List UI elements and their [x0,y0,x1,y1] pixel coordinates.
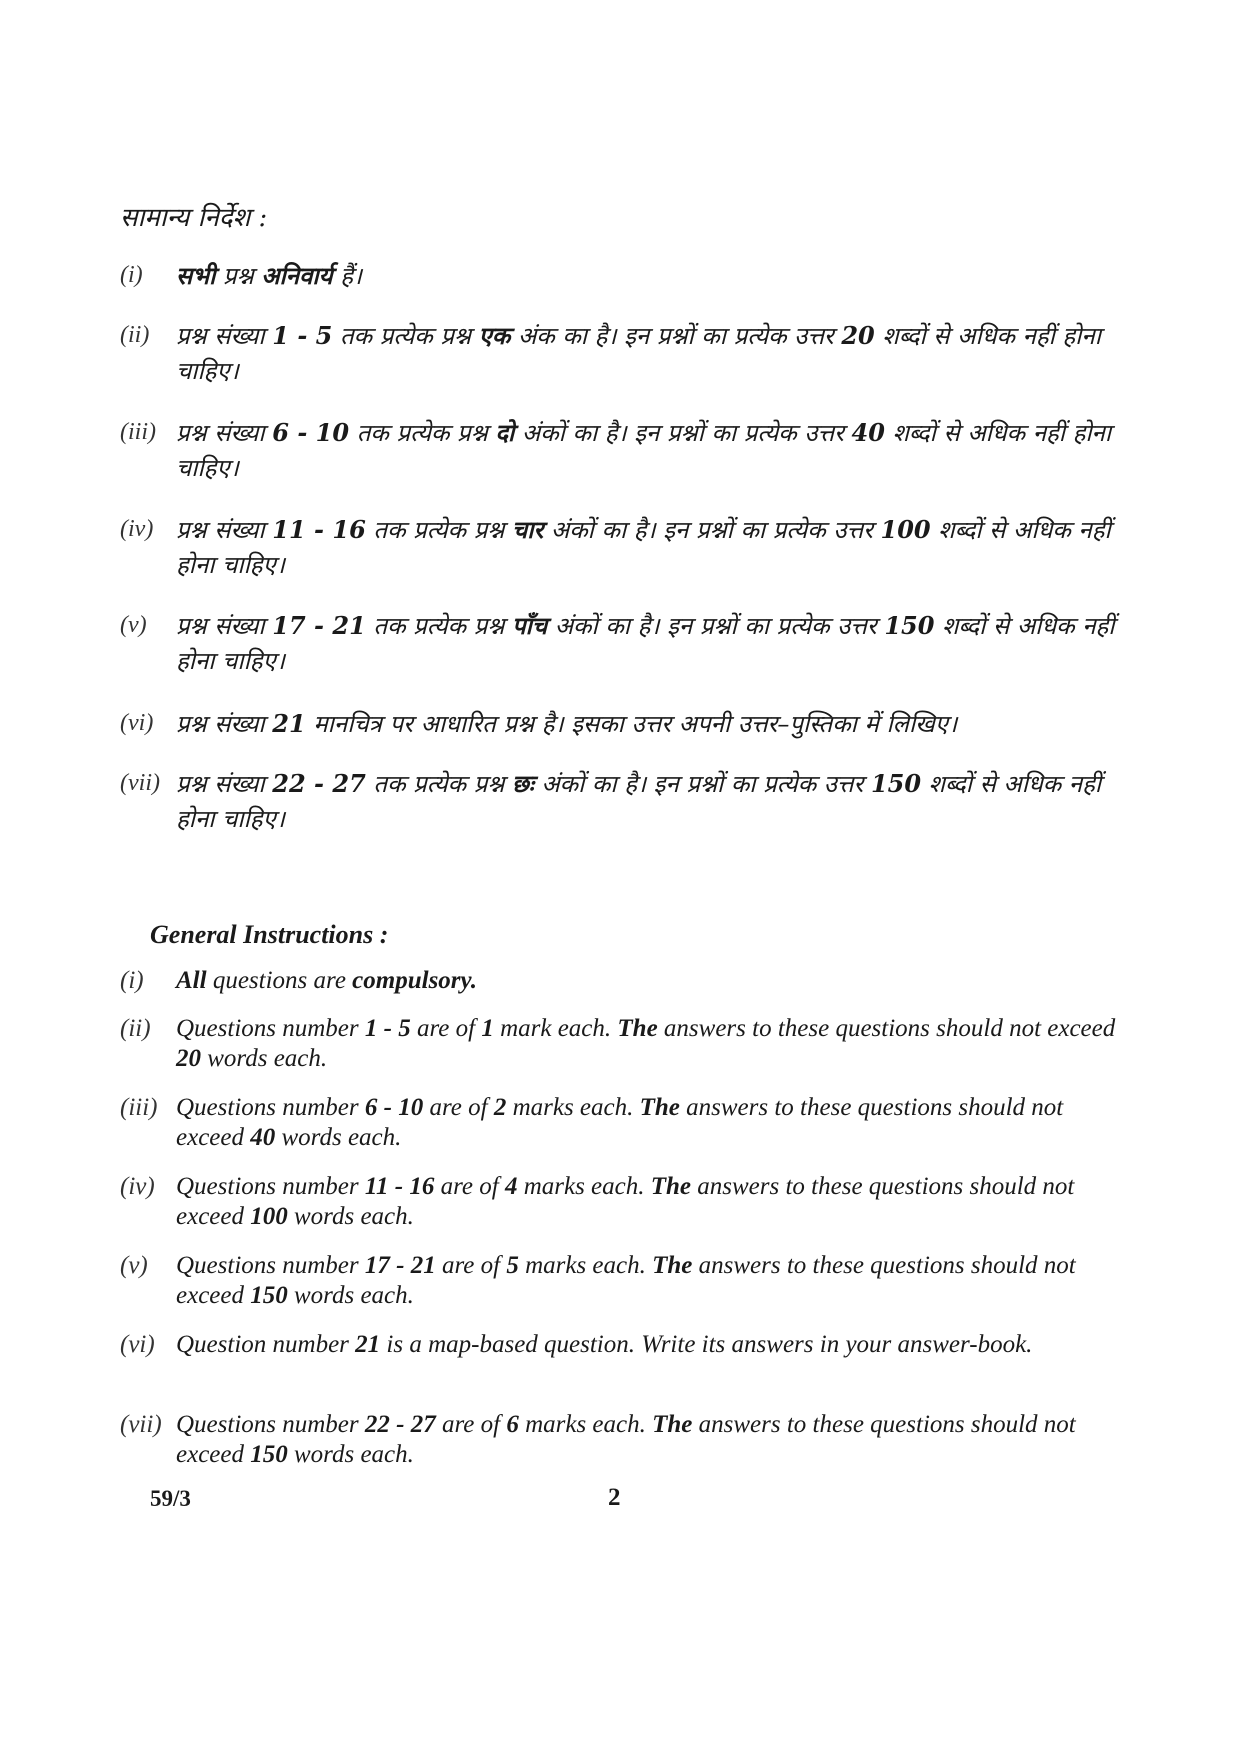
emphasis-text: अनिवार्य [261,261,333,290]
text-run: तक प्रत्येक प्रश्न [365,516,512,544]
emphasis-text: All [176,967,207,994]
page-number: 2 [608,1484,621,1511]
text-run: answers to these questions should not exceed [176,1252,1076,1309]
text-run: Questions number [176,1173,365,1200]
text-run: questions are [206,967,353,994]
text-run: marks each. [506,1094,640,1121]
text-run: marks each. [518,1252,653,1279]
text-run: शब्दों से अधिक नहीं होना चाहिए। [176,612,1115,675]
item-number: (i) [120,262,143,288]
emphasis-text: 150 [250,1282,288,1309]
text-run: तक प्रत्येक प्रश्न [332,322,479,350]
emphasis-text: 150 [250,1441,288,1468]
emphasis-text: 1 [481,1015,494,1042]
item-text [176,966,1130,996]
english-instruction-item [120,1172,1130,1232]
english-instruction-item [120,1410,1130,1470]
emphasis-text: 100 [880,515,931,544]
hindi-instruction-item [120,318,1130,389]
text-run: mark each. [493,1015,618,1042]
english-instruction-item [120,966,1130,996]
item-text [176,415,1130,486]
text-run: अंकों का है। इन प्रश्नों का प्रत्येक उत्तर [514,419,852,447]
text-run: answers to these questions should not exceed [176,1411,1076,1468]
text-run: शब्दों से अधिक नहीं होना चाहिए। [176,516,1111,579]
emphasis-text: 40 [250,1124,276,1151]
emphasis-text: 6 - 10 [272,418,350,447]
emphasis-text: 22 - 27 [272,769,366,798]
text-run: are of [410,1015,482,1042]
text-run: अंकों का है। इन प्रश्नों का प्रत्येक उत्तर [533,770,871,798]
item-text [176,512,1130,583]
item-number: (iv) [120,1173,155,1200]
emphasis-text: 150 [870,769,922,798]
emphasis-text: 17 - 21 [364,1252,436,1279]
hindi-instruction-item [120,608,1130,679]
text-run: are of [423,1094,494,1121]
text-run: प्रश्न संख्या [176,516,273,544]
item-text [176,766,1130,837]
hindi-instruction-item [120,415,1130,486]
emphasis-text: 4 [504,1173,518,1200]
text-run: answers to these questions should not exceed [176,1094,1064,1151]
item-text [176,1410,1130,1470]
text-run: words each. [201,1045,328,1072]
item-number: (vii) [120,1411,162,1438]
emphasis-text: 21 [272,709,306,738]
item-number: (vi) [120,710,154,736]
text-run: marks each. [517,1173,651,1200]
emphasis-text: The [639,1094,680,1121]
text-run: are of [435,1411,507,1438]
text-run: शब्दों से अधिक नहीं होना चाहिए। [176,770,1102,833]
text-run: प्रश्न संख्या [176,710,273,738]
emphasis-text: 1 - 5 [272,321,333,350]
text-run: words each. [287,1441,414,1468]
item-number: (ii) [120,322,150,348]
item-number: (ii) [120,1015,151,1042]
english-instruction-item [120,1251,1130,1311]
item-number: (vi) [120,1331,155,1358]
item-text [176,1330,1130,1360]
hindi-instruction-item [120,766,1130,837]
emphasis-text: दो [495,418,515,447]
emphasis-text: The [650,1173,692,1200]
text-run: अंकों का है। इन प्रश्नों का प्रत्येक उत्तर [543,516,881,544]
text-run: प्रश्न संख्या [176,770,273,798]
item-text [176,1014,1130,1074]
emphasis-text: 2 [493,1094,507,1121]
item-number: (v) [120,1252,148,1279]
text-run: are of [435,1252,507,1279]
text-run: Questions number [176,1411,365,1438]
text-run: प्रश्न संख्या [176,612,273,640]
text-run: तक प्रत्येक प्रश्न [349,419,496,447]
text-run: is a map-based question. Write its answers in your answer-book. [380,1331,1033,1358]
emphasis-text: The [652,1252,693,1279]
english-instruction-item [120,1330,1130,1360]
emphasis-text: 21 [355,1331,381,1358]
hindi-instructions-heading: सामान्य निर्देश : [120,203,268,233]
emphasis-text: छः [512,769,534,798]
text-run: तक प्रत्येक प्रश्न [365,612,512,640]
text-run: प्रश्न [215,262,262,290]
emphasis-text: The [652,1411,693,1438]
item-text [176,1251,1130,1311]
emphasis-text: 100 [250,1203,288,1230]
text-run: मानचित्र पर आधारित प्रश्न है। इसका उत्तर अपनी उत्तर–पुस्तिका में लिखिए। [305,710,958,738]
item-text [176,1093,1130,1153]
text-run: answers to these questions should not exceed [176,1173,1075,1230]
emphasis-text: एक [478,321,511,350]
item-text [176,258,1130,294]
text-run: marks each. [518,1411,653,1438]
emphasis-text: 20 [176,1045,201,1072]
text-run: words each. [287,1282,414,1309]
text-run: प्रश्न संख्या [176,419,273,447]
item-text [176,1172,1130,1232]
emphasis-text: सभी [176,261,216,290]
text-run: Question number [176,1331,356,1358]
text-run: तक प्रत्येक प्रश्न [365,770,512,798]
text-run: हैं। [332,262,363,290]
item-text [176,318,1130,389]
hindi-instruction-item [120,512,1130,583]
text-run: अंकों का है। इन प्रश्नों का प्रत्येक उत्तर [547,612,885,640]
text-run: Questions number [176,1015,365,1042]
text-run: Questions number [176,1094,365,1121]
item-number: (iii) [120,1094,158,1121]
text-run: words each. [275,1124,402,1151]
emphasis-text: पाँच [512,611,548,640]
english-instructions-heading: General Instructions : [150,920,389,949]
text-run: Questions number [176,1252,365,1279]
english-instruction-item [120,1014,1130,1074]
emphasis-text: 11 - 16 [364,1173,435,1200]
text-run: शब्दों से अधिक नहीं होना चाहिए। [176,322,1101,385]
paper-code: 59/3 [150,1486,191,1511]
item-number: (vii) [120,770,160,796]
emphasis-text: 20 [841,321,875,350]
hindi-instruction-item [120,258,1130,294]
emphasis-text: 17 - 21 [272,611,366,640]
text-run: प्रश्न संख्या [176,322,273,350]
emphasis-text: 40 [851,418,885,447]
emphasis-text: 11 - 16 [272,515,366,544]
emphasis-text: 1 - 5 [364,1015,411,1042]
item-number: (iii) [120,419,156,445]
item-text [176,608,1130,679]
english-instruction-item [120,1093,1130,1153]
text-run: answers to these questions should not exceed [657,1015,1116,1042]
emphasis-text: The [617,1015,658,1042]
item-number: (v) [120,612,147,638]
emphasis-text: चार [512,515,544,544]
text-run: are of [434,1173,505,1200]
emphasis-text: 150 [884,611,935,640]
text-run: शब्दों से अधिक नहीं होना चाहिए। [176,419,1112,482]
emphasis-text: 22 - 27 [364,1411,436,1438]
item-text [176,706,1130,742]
item-number: (i) [120,967,144,994]
item-number: (iv) [120,516,154,542]
emphasis-text: 6 - 10 [364,1094,424,1121]
hindi-instruction-item [120,706,1130,742]
text-run: words each. [287,1203,414,1230]
emphasis-text: 6 [506,1411,519,1438]
emphasis-text: compulsory. [352,967,477,994]
emphasis-text: 5 [506,1252,519,1279]
text-run: अंक का है। इन प्रश्नों का प्रत्येक उत्तर [510,322,842,350]
